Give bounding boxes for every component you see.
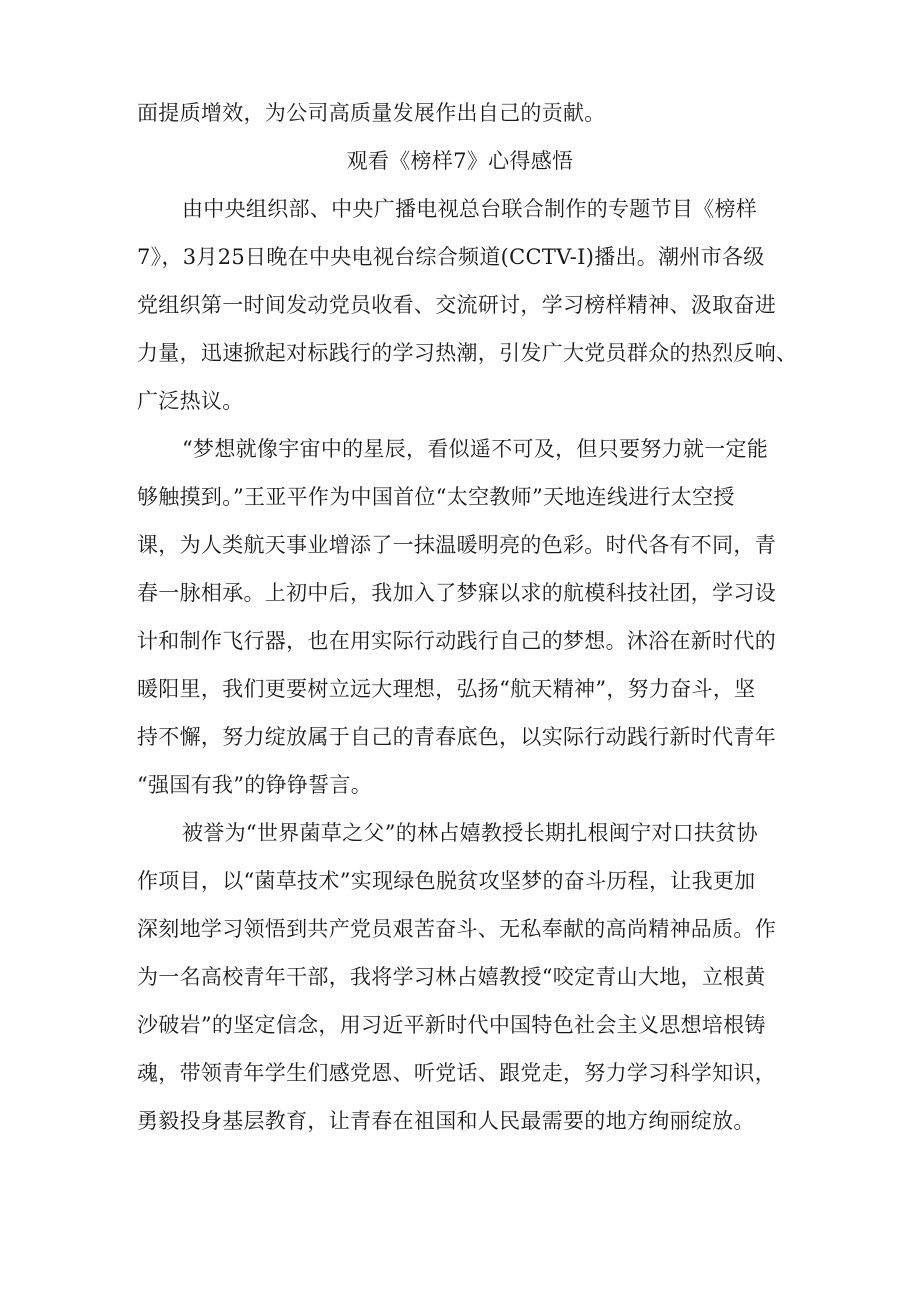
lead-line: 面提质增效，为公司高质量发展作出自己的贡献。 <box>137 101 606 125</box>
paragraph-line: “梦想就像宇宙中的星辰，看似遥不可及，但只要努力就一定能 <box>182 437 769 461</box>
paragraph-line: 深刻地学习领悟到共产党员艰苦奋斗、无私奉献的高尚精神品质。作 <box>137 917 776 941</box>
paragraph-line: 党组织第一时间发动党员收看、交流研讨，学习榜样精神、汲取奋进 <box>137 293 776 317</box>
paragraph-line: 被誉为“世界菌草之父”的林占嬉教授长期扎根闽宁对口扶贫协 <box>182 821 758 845</box>
paragraph-line: 为一名高校青年干部，我将学习林占嬉教授“咬定青山大地，立根黄 <box>137 965 766 989</box>
paragraph-line: 课，为人类航天事业增添了一抹温暖明亮的色彩。时代各有不同，青 <box>137 533 776 557</box>
paragraph-line: 勇毅投身基层教育，让青春在祖国和人民最需要的地方绚丽绽放。 <box>137 1109 755 1133</box>
paragraph-line: 够触摸到。”王亚平作为中国首位“太空教师”天地连线进行太空授 <box>137 485 735 509</box>
paragraph-line: 暖阳里，我们更要树立远大理想，弘扬“航天精神”，努力奋斗，坚 <box>137 677 756 701</box>
document-title: 观看《榜样7》心得感悟 <box>346 149 574 173</box>
paragraph-line: 持不懈，努力绽放属于自己的青春底色，以实际行动践行新时代青年 <box>137 725 776 749</box>
paragraph-line: 计和制作飞行器，也在用实际行动践行自己的梦想。沐浴在新时代的 <box>137 629 776 653</box>
paragraph-line: 作项目，以“菌草技术”实现绿色脱贫攻坚梦的奋斗历程，让我更加 <box>137 869 756 893</box>
paragraph-line: “强国有我”的铮铮誓言。 <box>137 773 373 797</box>
paragraph-line: 春一脉相承。上初中后，我加入了梦寐以求的航模科技社团，学习设 <box>137 581 776 605</box>
paragraph-line: 沙破岩”的坚定信念，用习近平新时代中国特色社会主义思想培根铸 <box>137 1013 766 1037</box>
paragraph-line: 魂，带领青年学生们感党恩、听党话、跟党走，努力学习科学知识， <box>137 1061 776 1085</box>
paragraph-line: 7》，3月25日晚在中央电视台综合频道(CCTV-I)播出。潮州市各级 <box>137 245 765 269</box>
paragraph-line: 力量，迅速掀起对标践行的学习热潮，引发广大党员群众的热烈反响、 <box>137 341 798 365</box>
paragraph-line: 由中央组织部、中央广播电视总台联合制作的专题节目《榜样 <box>182 197 758 221</box>
paragraph-line: 广泛热议。 <box>137 389 244 413</box>
